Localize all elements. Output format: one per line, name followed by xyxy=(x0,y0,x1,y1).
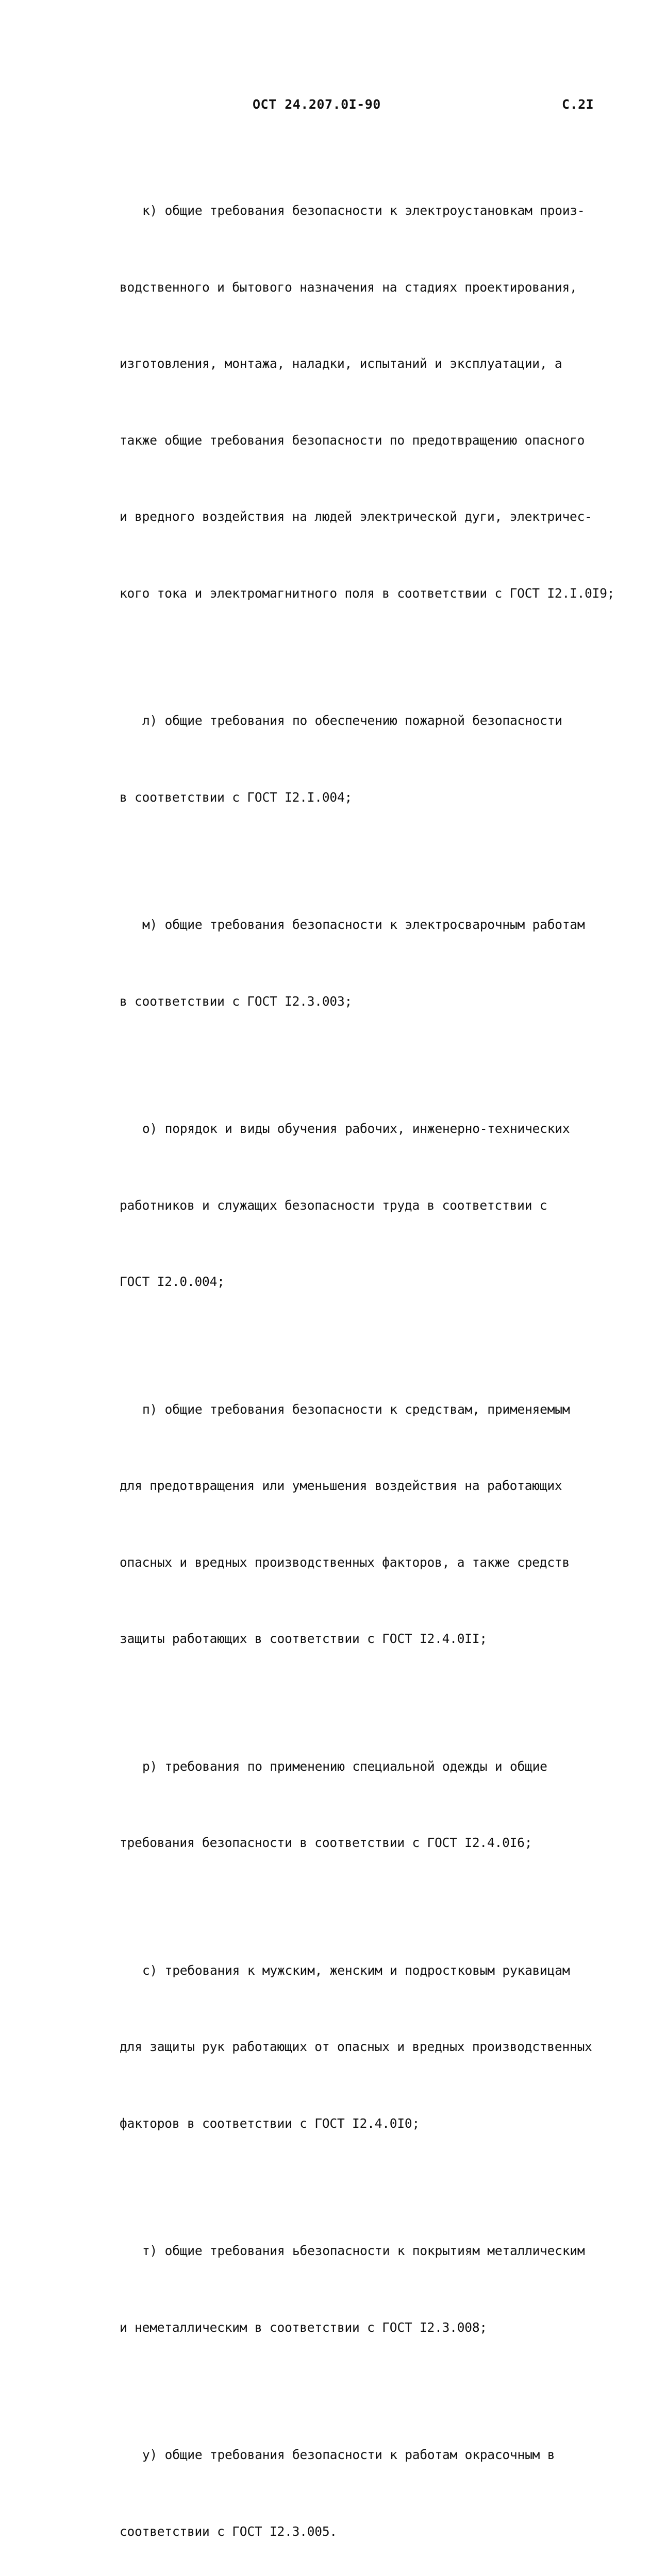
paragraph-line: с) требования к мужским, женским и подростковым рукавицам xyxy=(142,1962,570,1978)
paragraph-line: для предотвращения или уменьшения воздействия на работающих xyxy=(120,1478,562,1493)
paragraph-line: у) общие требования безопасности к работам окрасочным в xyxy=(142,2447,555,2462)
paragraph-line: опасных и вредных производственных факторов, а также средств xyxy=(120,1554,570,1570)
document-code: ОСТ 24.207.0I-90 xyxy=(253,97,381,112)
paragraph-line: в соответствии с ГОСТ I2.3.003; xyxy=(120,993,353,1009)
paragraph-line: также общие требования безопасности по предотвращению опасного xyxy=(120,432,585,448)
page-header xyxy=(0,97,650,120)
paragraph-m xyxy=(120,861,640,1065)
paragraph-line: требования безопасности в соответствии с ГОСТ I2.4.0I6; xyxy=(120,1835,532,1850)
paragraph-p xyxy=(120,1346,640,1703)
paragraph-line: кого тока и электромагнитного поля в соответствии с ГОСТ I2.I.0I9; xyxy=(120,585,615,601)
paragraph-line: ГОСТ I2.0.004; xyxy=(120,1274,225,1289)
paragraph-line: изготовления, монтажа, наладки, испытаний и эксплуатации, а xyxy=(120,356,562,371)
paragraph-k xyxy=(120,147,640,657)
paragraph-line: т) общие требования ьбезопасности к покрытиям металлическим xyxy=(142,2243,585,2258)
paragraph-line: м) общие требования безопасности к электросварочным работам xyxy=(142,917,585,932)
paragraph-line: соответствии с ГОСТ I2.3.005. xyxy=(120,2523,337,2539)
paragraph-line: о) порядок и виды обучения рабочих, инженерно-технических xyxy=(142,1121,570,1136)
paragraph-r xyxy=(120,1703,640,1907)
paragraph-line: для защиты рук работающих от опасных и вредных производственных xyxy=(120,2039,592,2054)
paragraph-line: п) общие требования безопасности к средствам, применяемым xyxy=(142,1401,570,1417)
paragraph-line: работников и служащих безопасности труда в соответствии с xyxy=(120,1197,547,1213)
paragraph-line: водственного и бытового назначения на стадиях проектирования, xyxy=(120,279,577,295)
paragraph-line: л) общие требования по обеспечению пожарной безопасности xyxy=(142,713,562,728)
paragraph-line: к) общие требования безопасности к электроустановкам произ- xyxy=(142,203,585,218)
paragraph-line: и неметаллическим в соответствии с ГОСТ I2.3.008; xyxy=(120,2319,487,2335)
paragraph-o xyxy=(120,1065,640,1346)
paragraph-line: факторов в соответствии с ГОСТ I2.4.0I0; xyxy=(120,2115,420,2131)
paragraph-line: в соответствии с ГОСТ I2.I.004; xyxy=(120,789,353,805)
body-text xyxy=(120,147,640,2576)
page-number: С.2I xyxy=(562,97,594,112)
paragraph-line: и вредного воздействия на людей электрической дуги, электричес- xyxy=(120,509,592,524)
paragraph-line: р) требования по применению специальной одежды и общие xyxy=(142,1758,547,1774)
paragraph-u xyxy=(120,2391,640,2576)
paragraph-l xyxy=(120,657,640,861)
paragraph-s xyxy=(120,1907,640,2188)
paragraph-line: защиты работающих в соответствии с ГОСТ I2.4.0II; xyxy=(120,1631,487,1646)
paragraph-t xyxy=(120,2187,640,2391)
